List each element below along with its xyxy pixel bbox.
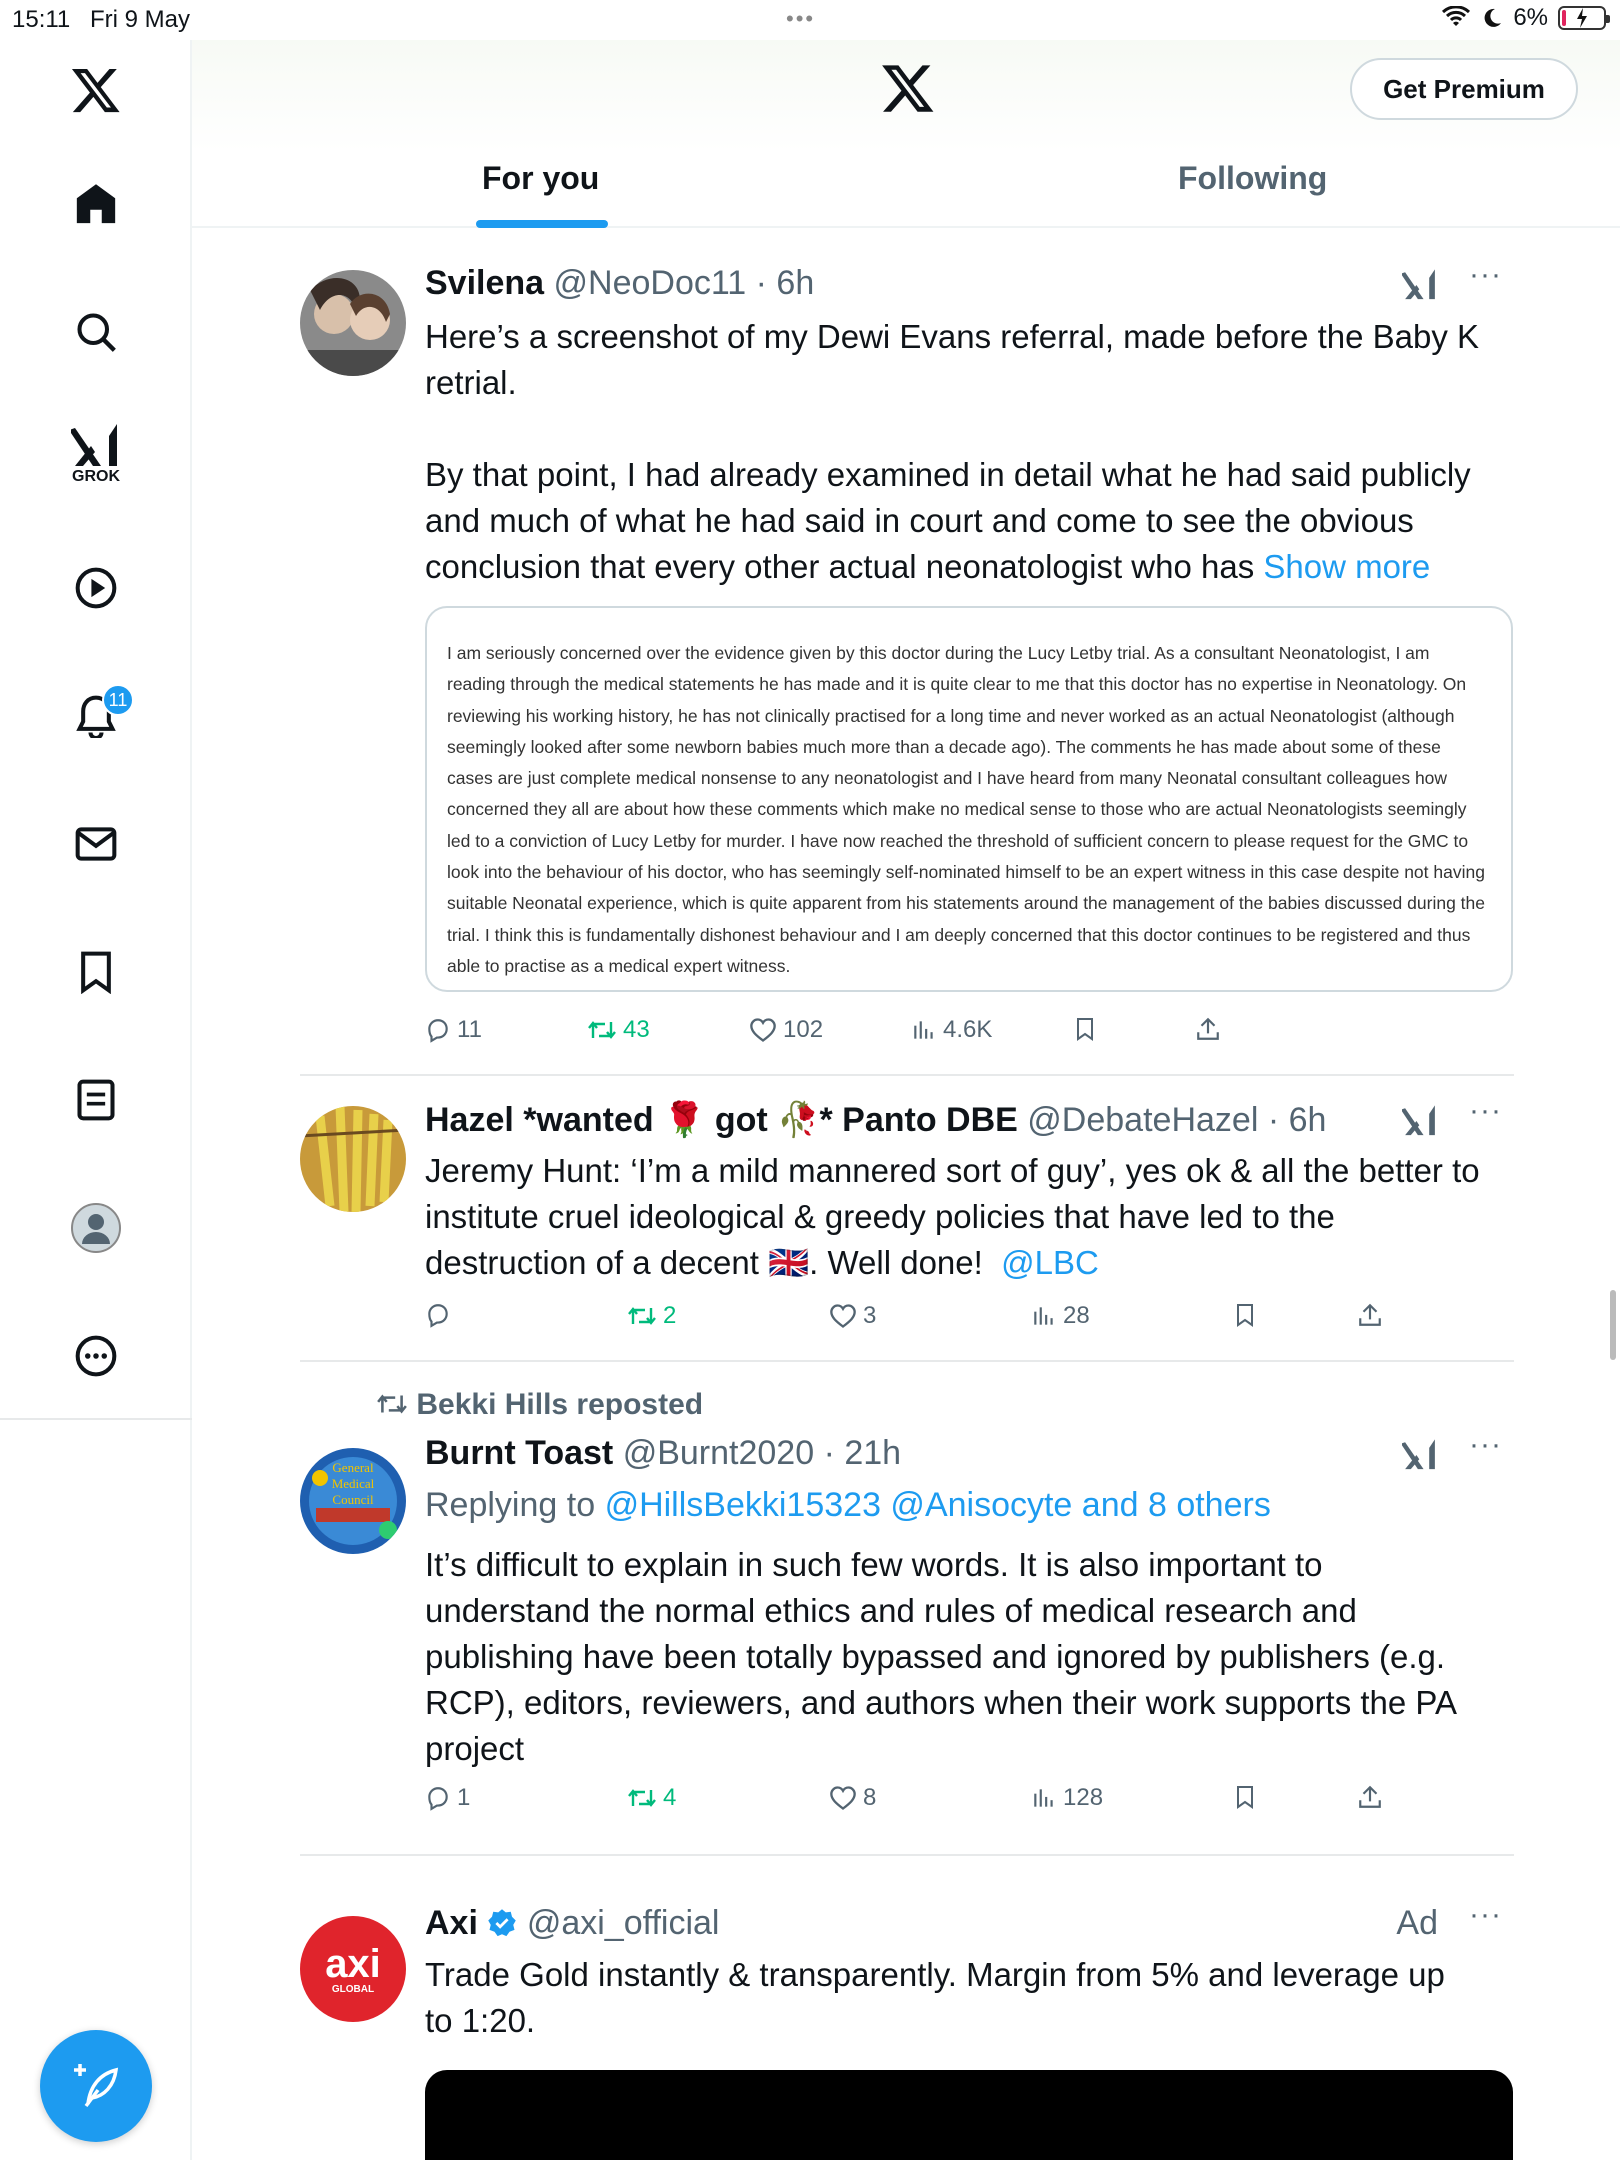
post-burnt-toast[interactable]: [300, 1362, 1514, 1856]
like-button[interactable]: [749, 1016, 823, 1044]
grok-explain-icon[interactable]: [1402, 1104, 1438, 1143]
views-button[interactable]: [1031, 1784, 1103, 1812]
bookmark-button[interactable]: [1233, 1784, 1257, 1810]
views-button[interactable]: [1031, 1302, 1090, 1330]
bookmark-button[interactable]: [1073, 1016, 1097, 1042]
heart-icon: [749, 1017, 777, 1043]
bookmark-icon: [1233, 1784, 1257, 1810]
bookmark-icon: [1233, 1302, 1257, 1328]
ad-label: Ad: [1396, 1904, 1438, 1942]
gmc-avatar-line1: General: [332, 1460, 374, 1475]
post-svilena[interactable]: [300, 228, 1514, 1076]
attached-image[interactable]: [425, 606, 1513, 992]
repost-icon: [627, 1303, 657, 1329]
post-text-last: destruction of a decent 🇬🇧. Well done!: [425, 1244, 983, 1281]
avatar[interactable]: [300, 1106, 406, 1212]
notifications-badge: 11: [102, 684, 134, 716]
status-time: 15:11: [12, 6, 71, 33]
verified-badge-icon: [487, 1908, 517, 1938]
repost-icon: [587, 1017, 617, 1043]
repost-button[interactable]: [627, 1784, 676, 1812]
author-name[interactable]: Hazel *wanted 🌹 got 🥀* Panto DBE: [425, 1101, 1018, 1139]
reply-icon: [425, 1017, 451, 1043]
active-tab-indicator: [476, 220, 608, 228]
post-text-line: RCP), editors, reviewers, and authors when their work supports the PA: [425, 1684, 1458, 1721]
post-text-last: conclusion that every other actual neonatologist who has: [425, 548, 1255, 585]
share-button[interactable]: [1357, 1302, 1383, 1328]
post-header: [425, 1904, 719, 1943]
x-logo-icon[interactable]: [56, 50, 136, 130]
post-header: [425, 264, 814, 303]
get-premium-button[interactable]: Get Premium: [1350, 58, 1578, 120]
wifi-icon: [1441, 6, 1471, 30]
reposted-by[interactable]: [376, 1388, 703, 1422]
search-icon[interactable]: [56, 292, 136, 372]
like-button[interactable]: [829, 1784, 876, 1812]
like-button[interactable]: [829, 1302, 876, 1330]
notifications-bell-icon[interactable]: [56, 676, 136, 756]
author-handle[interactable]: @Burnt2020: [622, 1434, 815, 1472]
grok-explain-icon[interactable]: [1402, 268, 1438, 307]
author-name[interactable]: Axi: [425, 1904, 478, 1942]
author-name[interactable]: Svilena: [425, 264, 545, 302]
messages-envelope-icon[interactable]: [56, 804, 136, 884]
reposted-by-label: Bekki Hills reposted: [416, 1388, 704, 1421]
more-options-icon[interactable]: ···: [1469, 1898, 1502, 1931]
post-header: [425, 1100, 1326, 1140]
separator-dot: ·: [746, 264, 777, 302]
views-chart-icon: [1031, 1303, 1057, 1329]
replying-to-mentions[interactable]: @HillsBekki15323 @Anisocyte and 8 others: [604, 1486, 1271, 1524]
separator-dot: ·: [814, 1434, 845, 1472]
post-text-line: Trade Gold instantly & transparently. Margin from 5% and leverage up: [425, 1956, 1445, 1993]
compose-feather-icon: [70, 2060, 122, 2112]
view-count: 28: [1063, 1302, 1090, 1329]
post-body: [425, 1542, 1515, 1772]
post-time[interactable]: 21h: [844, 1434, 902, 1472]
post-actions: [425, 1784, 1515, 1824]
reply-button[interactable]: [425, 1016, 482, 1044]
battery-icon: [1558, 6, 1606, 30]
repost-count: 4: [663, 1784, 677, 1811]
post-body: [425, 314, 1515, 590]
gmc-avatar-line3: Council: [332, 1492, 374, 1507]
post-text-line: By that point, I had already examined in detail what he had said publicly: [425, 456, 1471, 493]
share-button[interactable]: [1195, 1016, 1221, 1042]
repost-button[interactable]: [627, 1302, 676, 1330]
sidebar: [0, 40, 192, 2160]
home-icon[interactable]: [56, 164, 136, 244]
repost-button[interactable]: [587, 1016, 650, 1044]
repost-icon: [627, 1785, 657, 1811]
post-text-line: It’s difficult to explain in such few words. It is also important to: [425, 1546, 1323, 1583]
compose-post-button[interactable]: [40, 2030, 152, 2142]
views-button[interactable]: [911, 1016, 992, 1044]
status-indicators: [1441, 4, 1606, 32]
view-count: 128: [1063, 1784, 1104, 1811]
view-count: 4.6K: [943, 1016, 993, 1043]
tab-following[interactable]: Following: [1178, 160, 1328, 196]
like-count: 3: [863, 1302, 877, 1329]
repost-indicator-icon: [376, 1391, 408, 1417]
post-text-line: publishing have been totally bypassed and ignored by publishers (e.g.: [425, 1638, 1446, 1675]
post-text-line: Here’s a screenshot of my Dewi Evans referral, made before the Baby K: [425, 318, 1480, 355]
bookmarks-icon[interactable]: [56, 932, 136, 1012]
grok-icon[interactable]: [56, 416, 136, 496]
more-options-icon[interactable]: ···: [1469, 1094, 1502, 1127]
share-button[interactable]: [1357, 1784, 1383, 1810]
battery-percent: 6%: [1513, 4, 1548, 31]
axi-logo-subtext: GLOBAL: [331, 1983, 375, 1995]
lists-icon[interactable]: [56, 1060, 136, 1140]
author-name[interactable]: Burnt Toast: [425, 1434, 614, 1472]
post-debatehazel[interactable]: [300, 1076, 1514, 1362]
gmc-avatar-line2: Medical: [331, 1476, 375, 1491]
share-icon: [1195, 1016, 1221, 1042]
post-body: [425, 1952, 1515, 2044]
repost-count: 43: [623, 1016, 650, 1043]
views-chart-icon: [1031, 1785, 1057, 1811]
more-options-icon[interactable]: ···: [1469, 1428, 1502, 1461]
sidebar-divider: [0, 1418, 192, 1420]
post-time[interactable]: 6h: [776, 264, 815, 302]
timeline-header: [192, 40, 1620, 228]
post-text-line: [425, 1240, 1515, 1286]
post-header: [425, 1434, 901, 1473]
avatar[interactable]: [300, 1916, 406, 2022]
views-chart-icon: [911, 1017, 937, 1043]
moon-icon: [1481, 7, 1503, 29]
more-options-icon[interactable]: ···: [1469, 258, 1502, 291]
status-date: Fri 9 May: [90, 6, 191, 33]
axi-logo-text: axi: [325, 1941, 381, 1986]
post-actions: [425, 1302, 1515, 1342]
post-text-line: and much of what he had said in court and come to see the obvious: [425, 502, 1414, 539]
tab-for-you[interactable]: For you: [482, 160, 600, 196]
profile-avatar-icon[interactable]: [56, 1188, 136, 1268]
status-bar: [0, 0, 1620, 40]
reply-button[interactable]: [425, 1302, 457, 1328]
reply-count: 1: [457, 1784, 471, 1811]
mention-link[interactable]: @LBC: [1001, 1244, 1099, 1281]
post-actions: [425, 1016, 1515, 1056]
author-handle[interactable]: @NeoDoc11: [553, 264, 747, 302]
scrollbar[interactable]: [1610, 1290, 1616, 1360]
author-handle[interactable]: @axi_official: [526, 1904, 720, 1942]
post-body: [425, 1148, 1515, 1286]
grok-label: GROK: [72, 468, 120, 485]
more-options-icon[interactable]: [56, 1316, 136, 1396]
separator-dot: ·: [1258, 1101, 1289, 1139]
replying-to: [425, 1486, 1271, 1525]
share-icon: [1357, 1784, 1383, 1810]
post-text-line: understand the normal ethics and rules of medical research and: [425, 1592, 1357, 1629]
heart-icon: [829, 1303, 857, 1329]
image-text: I am seriously concerned over the evidence given by this doctor during the Lucy Letby trial. As a consultant Neonatologist, I am reading through the medical statements he has made and it is quite clear to me that this doctor has no expertise in Neonatology. On reviewing his working history, he has not clinically practised for a long time and never worked as an actual Neonatologist (although seemingly looked after some newborn babies much more than a decade ago). The comments he has made about some of these cases are just complete medical nonsense to any neonatologist and I have heard from many Neonatal consultant colleagues how concerned they all are about how these comments which make no medical sense to those who are actual Neonatologists seemingly led to a conviction of Lucy Letby for murder. I have now reached the threshold of sufficient concern to please request for the GMC to look into the behaviour of his doctor, who has seemingly self-nominated himself to be an expert witness in this case despite not having suitable Neonatal experience, which is quite apparent from his statements around the management of the babies discussed during the trial. I think this is fundamentally dishonest behaviour and I am deeply concerned that this doctor continues to be registered and thus able to practise as a medical expert witness.: [447, 643, 1485, 976]
author-handle[interactable]: @DebateHazel: [1027, 1101, 1259, 1139]
ad-video-media[interactable]: [425, 2070, 1513, 2160]
x-header-logo-icon[interactable]: [880, 60, 936, 121]
post-text-line: to 1:20.: [425, 2002, 536, 2039]
post-time[interactable]: 6h: [1288, 1101, 1327, 1139]
post-text-line: [425, 544, 1515, 590]
post-axi-ad[interactable]: [300, 1856, 1514, 2160]
share-icon: [1357, 1302, 1383, 1328]
replying-to-label: Replying to: [425, 1486, 596, 1524]
reply-count: 11: [457, 1016, 482, 1043]
show-more-link[interactable]: Show more: [1263, 548, 1431, 585]
reply-icon: [425, 1785, 451, 1811]
reply-icon: [425, 1302, 451, 1328]
post-text-line: project: [425, 1730, 525, 1767]
reply-button[interactable]: [425, 1784, 470, 1812]
heart-icon: [829, 1785, 857, 1811]
avatar[interactable]: [300, 270, 406, 376]
bookmark-button[interactable]: [1233, 1302, 1257, 1328]
video-play-icon[interactable]: [56, 548, 136, 628]
post-text-line: institute cruel ideological & greedy policies that have led to the: [425, 1198, 1335, 1235]
like-count: 102: [783, 1016, 824, 1043]
bookmark-icon: [1073, 1016, 1097, 1042]
like-count: 8: [863, 1784, 877, 1811]
grok-explain-icon[interactable]: [1402, 1438, 1438, 1477]
post-text-line: Jeremy Hunt: ‘I’m a mild mannered sort of guy’, yes ok & all the better to: [425, 1152, 1480, 1189]
multitasking-dots-icon[interactable]: •••: [786, 6, 816, 31]
post-text-line: retrial.: [425, 364, 517, 401]
post-text-line: [425, 406, 1515, 452]
avatar[interactable]: [300, 1448, 406, 1554]
repost-count: 2: [663, 1302, 677, 1329]
